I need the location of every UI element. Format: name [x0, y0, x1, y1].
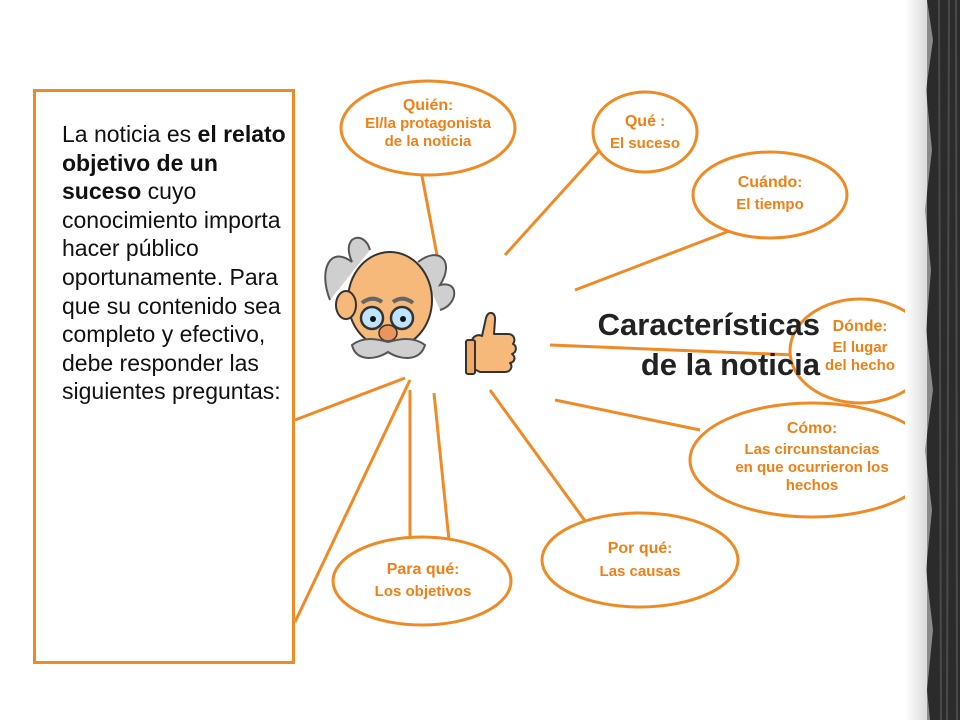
cuando-answer: El tiempo	[736, 196, 804, 213]
bubble-paraque-text	[335, 561, 511, 601]
intro-text	[62, 120, 292, 406]
como-answer-line1: Las circunstancias	[744, 441, 880, 458]
intro-text-part1: La noticia es	[62, 121, 198, 147]
diagram-title	[520, 305, 820, 385]
como-colon: :	[832, 420, 838, 437]
porque-question: Por qué	[607, 540, 668, 557]
como-answer-line2: en que ocurrieron los	[735, 459, 889, 476]
connector-porque	[490, 390, 588, 525]
bubble-como-text	[692, 420, 932, 495]
quien-answer-line2: de la noticia	[384, 133, 472, 150]
bubble-quien-text	[345, 97, 511, 151]
cuando-question: Cuándo	[737, 174, 798, 191]
donde-colon: :	[882, 318, 888, 335]
bubble-cuando-text	[695, 174, 845, 214]
bubble-porque-text	[545, 540, 735, 581]
que-answer: El suceso	[609, 135, 681, 152]
que-colon: :	[655, 113, 666, 130]
quien-question: Quién	[402, 97, 449, 114]
como-question: Cómo	[786, 420, 833, 437]
donde-question: Dónde	[832, 318, 883, 335]
bubble-que-text	[595, 113, 695, 153]
title-line2: de la noticia	[640, 347, 820, 382]
donde-answer-line2: del hecho	[824, 357, 895, 374]
connector-text	[295, 378, 405, 420]
connector-cuando	[575, 225, 745, 290]
porque-colon: :	[667, 540, 673, 557]
donde-answer-line1: El lugar	[832, 339, 888, 356]
cuando-colon: :	[797, 174, 803, 191]
torn-edge-decoration	[905, 0, 960, 720]
title-line1: Características	[597, 307, 820, 342]
paraque-question: Para qué	[386, 561, 455, 578]
porque-answer: Las causas	[599, 563, 681, 580]
thumbs-up-icon	[466, 313, 516, 374]
paraque-answer: Los objetivos	[374, 583, 472, 600]
quien-answer-line1: El/la protagonista	[365, 115, 491, 132]
connector-como	[555, 400, 700, 430]
connector-que	[505, 150, 600, 255]
intro-text-part2: cuyo conocimiento importa hacer público oportunamente. Para que su contenido sea completo y efectivo, debe responder las siguientes preguntas:	[62, 178, 281, 405]
professor-icon	[325, 238, 454, 358]
paraque-colon: :	[454, 561, 460, 578]
connector-paraque-a	[434, 393, 450, 550]
intro-text-bold: el relato objetivo de un suceso	[62, 121, 286, 205]
como-answer-line3: hechos	[785, 477, 839, 494]
quien-colon: :	[448, 97, 454, 114]
intro-box	[33, 89, 295, 664]
que-question: Qué	[624, 113, 656, 130]
